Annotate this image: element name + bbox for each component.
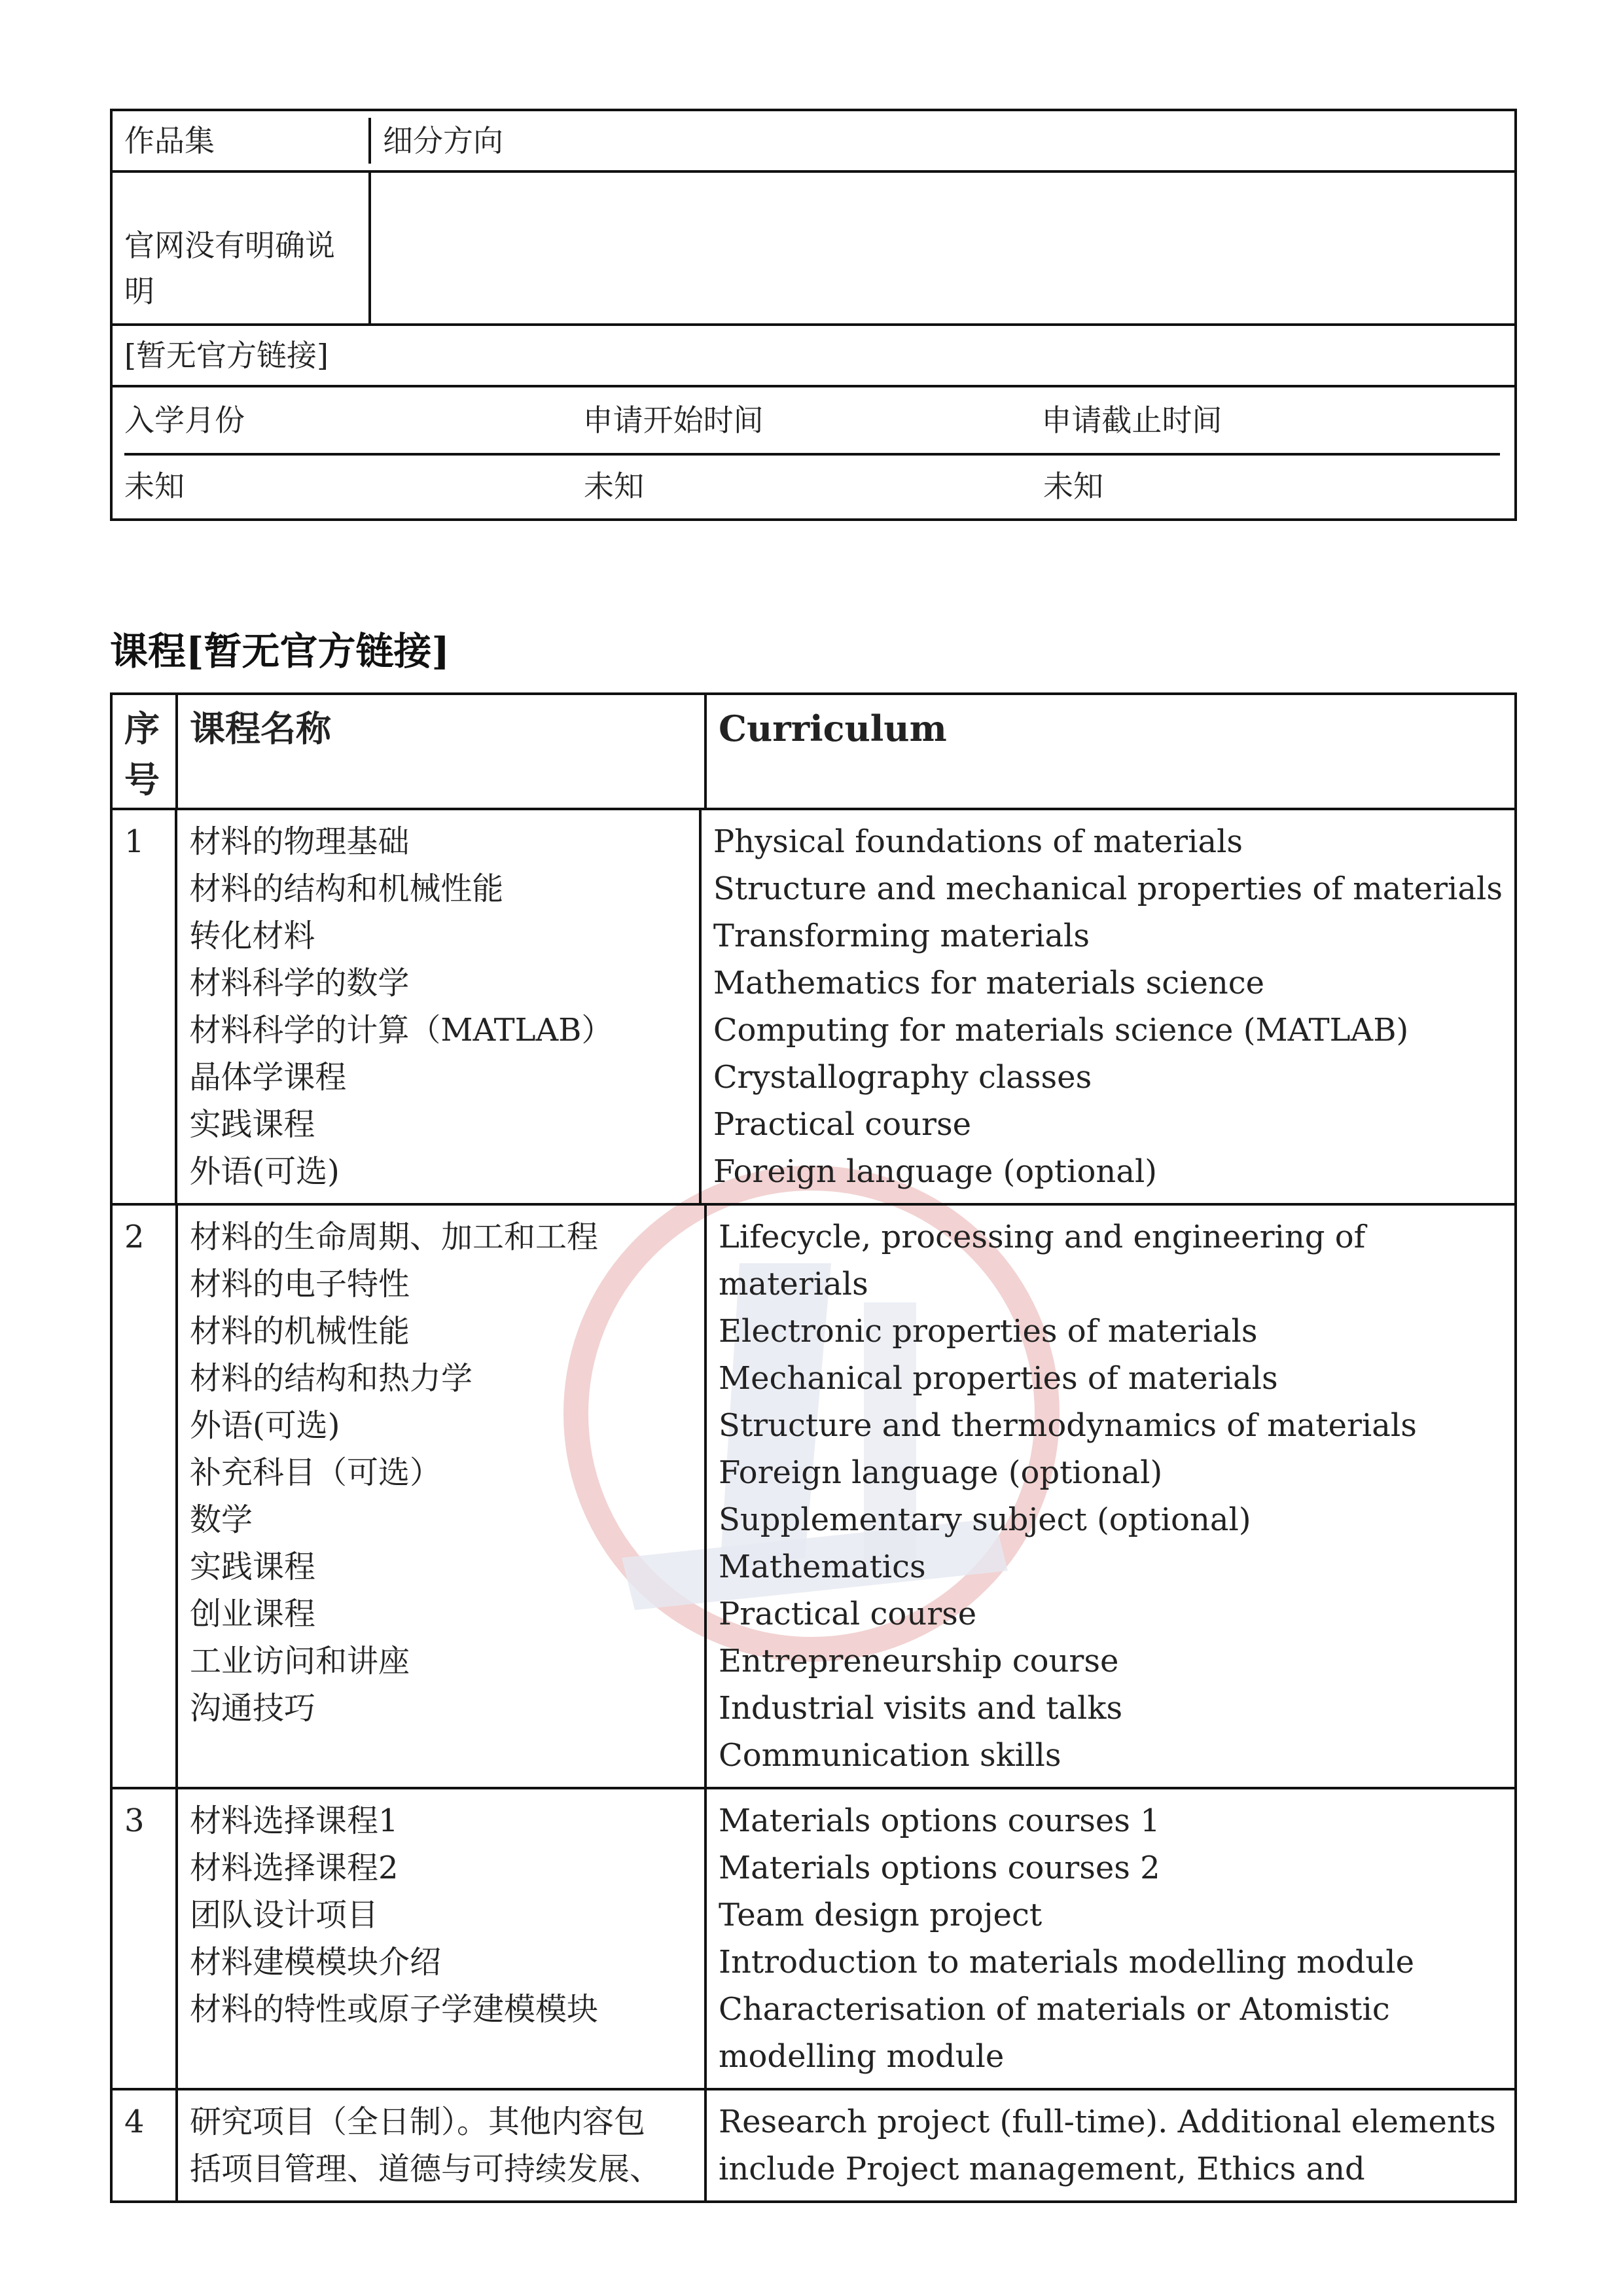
course-name-en: include Project management, Ethics and [719,2151,1365,2187]
subdirection-label: 细分方向 [383,123,503,158]
course-name-en: Practical course [713,1106,971,1143]
application-start-value: 未知 [584,469,644,504]
course-names-cn [178,2090,707,2200]
course-names-cn [177,810,701,1203]
courses-table [110,692,1517,2203]
course-name-en: Electronic properties of materials [719,1313,1258,1350]
row-number: 4 [124,2104,145,2140]
course-name-en: Characterisation of materials or Atomistic [719,1991,1390,2028]
course-name-en: Mathematics for materials science [713,965,1265,1001]
course-name-cn: 补充科目（可选） [190,1454,442,1491]
no-official-link-note: [暂无官方链接] [124,338,329,373]
application-deadline-value: 未知 [1043,469,1103,504]
table-row [113,2090,1514,2200]
course-name-en: Structure and thermodynamics of materials [719,1407,1417,1444]
course-name-en: Mathematics [719,1549,926,1585]
row-number-cell [113,1206,178,1787]
course-name-en: Lifecycle, processing and engineering of [719,1219,1366,1255]
courses-table-header [113,695,1514,810]
course-name-en: modelling module [719,2038,1005,2075]
header-num-cell [113,695,178,808]
no-official-note-cell [113,173,371,323]
course-name-en: Introduction to materials modelling module [719,1944,1414,1981]
portfolio-label: 作品集 [113,118,371,164]
course-name-cn: 研究项目（全日制）。其他内容包 [190,2104,646,2140]
course-name-en: Foreign language (optional) [719,1454,1163,1491]
course-name-cn: 材料的特性或原子学建模模块 [190,1991,599,2028]
course-name-en: Industrial visits and talks [719,1690,1123,1727]
course-name-en: Practical course [719,1596,977,1632]
course-name-cn: 材料建模模块介绍 [190,1944,442,1981]
course-name-cn: 材料的生命周期、加工和工程 [190,1219,599,1255]
application-start-header: 申请开始时间 [582,403,764,438]
row-number: 1 [124,823,145,860]
course-name-en: Materials options courses 2 [719,1850,1160,1886]
course-name-cn: 晶体学课程 [189,1059,347,1096]
header-course-name: 课程名称 [190,708,331,749]
program-info-table [110,109,1517,521]
course-name-cn: 团队设计项目 [190,1897,379,1933]
header-curriculum: Curriculum [719,708,947,749]
course-name-cn: 括项目管理、道德与可持续发展、 [190,2151,662,2187]
course-name-cn: 材料的结构和机械性能 [189,870,504,907]
course-name-en: Structure and mechanical properties of materials [713,870,1503,907]
course-name-en: Mechanical properties of materials [719,1360,1278,1397]
table-row [113,810,1514,1206]
course-name-en: Transforming materials [713,918,1090,954]
info-row-dates [113,387,1514,518]
dates-header [124,387,1500,456]
course-name-cn: 材料的电子特性 [190,1266,410,1302]
course-name-cn: 外语(可选) [190,1407,340,1444]
course-name-cn: 材料的结构和热力学 [190,1360,473,1397]
course-name-en: Communication skills [719,1737,1061,1774]
info-row-note [113,173,1514,326]
course-name-en: Team design project [719,1897,1043,1933]
course-name-en: Research project (full-time). Additional elements [719,2104,1496,2140]
table-row [113,1789,1514,2090]
row-number: 3 [124,1803,145,1839]
course-names-cn [178,1789,707,2088]
course-name-cn: 实践课程 [190,1549,316,1585]
course-names-en [707,1206,1514,1787]
course-name-en: Physical foundations of materials [713,823,1243,860]
table-row [113,1206,1514,1789]
header-name-cell [178,695,707,808]
course-name-en: Computing for materials science (MATLAB) [713,1012,1409,1049]
course-name-en: Foreign language (optional) [713,1153,1158,1190]
info-row-link [113,326,1514,387]
course-names-en [702,810,1514,1203]
course-name-cn: 材料科学的数学 [189,965,410,1001]
course-name-cn: 材料的机械性能 [190,1313,410,1350]
course-name-cn: 转化材料 [189,918,315,954]
application-deadline-header: 申请截止时间 [1041,403,1222,438]
course-name-cn: 实践课程 [189,1106,315,1143]
course-name-en: Entrepreneurship course [719,1643,1119,1679]
course-names-en [707,1789,1514,2088]
dates-values [124,456,1503,517]
course-names-cn [178,1206,707,1787]
row-number-cell [113,2090,178,2200]
row-number-cell [113,810,177,1203]
course-name-en: Crystallography classes [713,1059,1092,1096]
course-name-cn: 材料的物理基础 [189,823,410,860]
no-official-note: 官网没有明确说明 [124,228,335,309]
course-name-cn: 创业课程 [190,1596,316,1632]
subdirection-value [371,173,1514,323]
course-name-cn: 材料科学的计算（MATLAB） [189,1012,613,1049]
header-curriculum-cell [707,695,1514,808]
enrollment-month-value: 未知 [124,469,185,504]
header-num: 序号 [124,708,160,800]
course-name-en: Materials options courses 1 [719,1803,1160,1839]
course-name-cn: 材料选择课程2 [190,1850,399,1886]
info-row-portfolio [113,111,1514,173]
course-name-cn: 工业访问和讲座 [190,1643,410,1679]
row-number-cell [113,1789,178,2088]
courses-section-title: 课程[暂无官方链接] [110,629,450,673]
course-name-cn: 沟通技巧 [190,1690,316,1727]
course-name-cn: 材料选择课程1 [190,1803,399,1839]
course-name-cn: 数学 [190,1501,253,1538]
row-number: 2 [124,1219,145,1255]
course-names-en [707,2090,1514,2200]
enrollment-month-header: 入学月份 [124,403,245,438]
course-name-cn: 外语(可选) [189,1153,340,1190]
course-name-en: materials [719,1266,868,1302]
course-name-en: Supplementary subject (optional) [719,1501,1251,1538]
